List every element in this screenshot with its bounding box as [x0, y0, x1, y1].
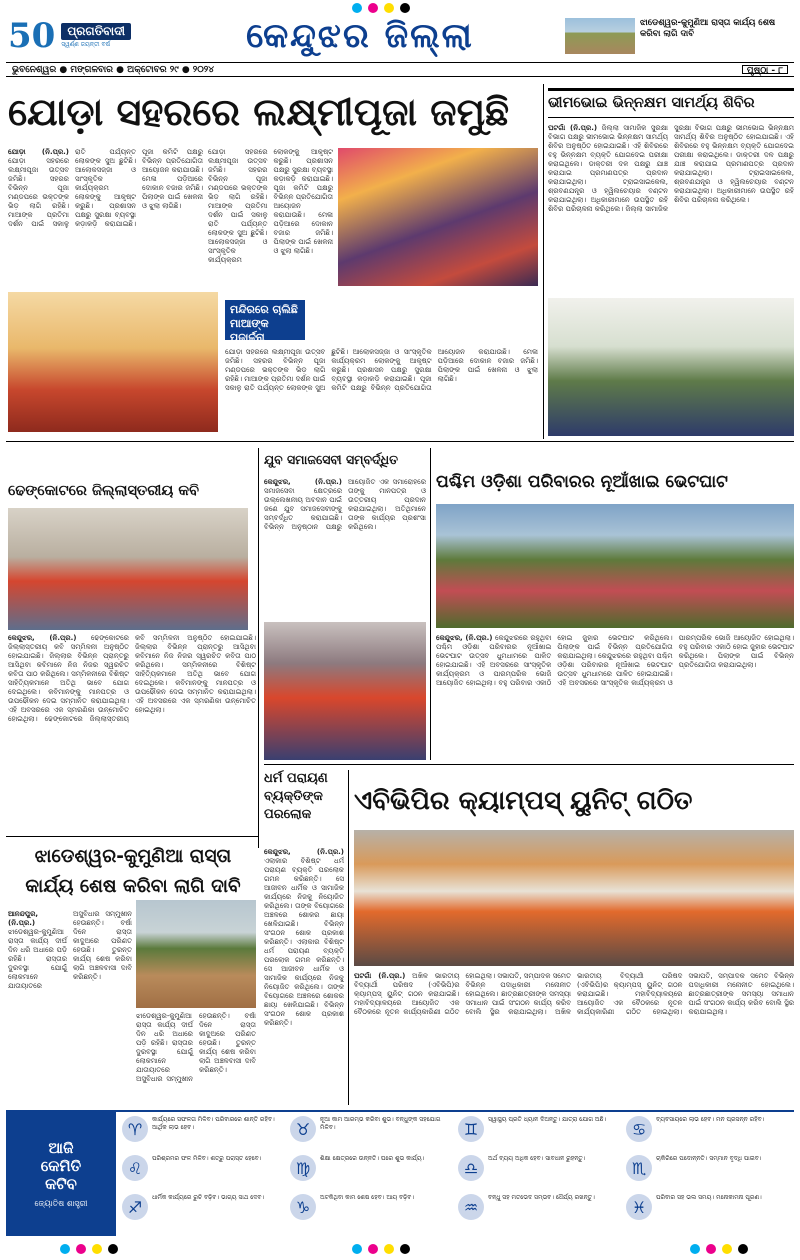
zodiac-aries [122, 1116, 284, 1152]
cancer-icon: ♋ [626, 1116, 652, 1142]
story3-text: ଢେଙ୍କୋଟରେ ଜିଲ୍ଲାସ୍ତରୀୟ କବି ସମ୍ମିଳନୀ ଅନୁଷ୍ଠିତ ହୋଇଯାଇଛି। ଜିଲ୍ଲାର ବିଭିନ୍ନ ପ୍ରାନ୍ତରୁ ଆସିଥିବା କବିମାନେ ନିଜ ନିଜର ସ୍ୱରଚିତ କବିତା ପାଠ କରିଥିଲେ। ସମ୍ମିଳନୀରେ ବିଶିଷ୍ଟ ସାହିତ୍ୟିକମାନେ ଅତିଥି ଭାବେ ଯୋଗ ଦେଇଥିଲେ। କବିମାନଙ୍କୁ ମାନପତ୍ର ଓ ଉପଢୌକନ ଦେଇ ସମ୍ମାନିତ କରାଯାଇଥିଲା। ଏହି ଅବସରରେ ଏକ ସ୍ମରଣିକା ଉନ୍ମୋଚିତ ହୋଇଥିଲା। [8, 634, 129, 723]
capricorn-text: ଅଟକିଥିବା କାମ ଶେଷ ହେବ। ଆୟ ବଢ଼ିବ। [320, 1194, 415, 1201]
story1-photo-idol [8, 292, 218, 432]
yellow-dot [384, 3, 394, 13]
story6-text-repeat: ଏଲାକାର ବିଶିଷ୍ଟ ଧର୍ମ ପରାୟଣ ବ୍ୟକ୍ତି ପରଲୋକ ଗମନ କରିଛନ୍ତି। ସେ ଆଜୀବନ ଧାର୍ମିକ ଓ ସାମାଜିକ କାର୍ଯ୍ୟରେ ନିଜକୁ ନିୟୋଜିତ କରିଥିଲେ। ତାଙ୍କ ବିୟୋଗରେ ଅଞ୍ଚଳରେ ଶୋକର ଛାୟା ଖେଳିଯାଇଛି। ବିଭିନ୍ନ ସଂଗଠନ ଶୋକ ପ୍ରକାଶ କରିଛନ୍ତି। [264, 938, 344, 1027]
story2-text: ଜିଲ୍ଲା ସାମାଜିକ ସୁରକ୍ଷା ବିଭାଗ ପକ୍ଷରୁ ଭୀମଭୋଇ ଭିନ୍ନକ୍ଷମ ସାମର୍ଥ୍ୟ ଶିବିର ଅନୁଷ୍ଠିତ ହୋଇଯାଇଛି। ଏହି ଶିବିରରେ ବହୁ ଭିନ୍ନକ୍ଷମ ବ୍ୟକ୍ତି ଯୋଗଦେଇ ପରୀକ୍ଷା କରାଇଥିଲେ। ଡାକ୍ତରୀ ଦଳ ପକ୍ଷରୁ ଯାଞ୍ଚ କରାଯାଇ ପ୍ରମାଣପତ୍ର ପ୍ରଦାନ କରାଯାଇଥିଲା। ଟ୍ରାଇସାଇକେଲ, ଶ୍ରବଣଯନ୍ତ୍ର ଓ ହ୍ୱିଲଚେୟାର ବଣ୍ଟନ କରାଯାଇଥିଲା। ଅଧିକାରୀମାନେ ଉପସ୍ଥିତ ରହି ଶିବିର ପରିଚାଳନା କରିଥିଲେ। [548, 124, 668, 213]
story5-body [436, 634, 794, 758]
sagittarius-icon: ♐ [122, 1194, 148, 1220]
story6-byline: କେନ୍ଦୁଝର, (ନି.ପ୍ର.) [264, 848, 344, 856]
zodiac-scorpio [626, 1155, 788, 1191]
horoscope-title-box [6, 1112, 116, 1236]
zodiac-capricorn [290, 1194, 452, 1230]
story2-headline: ଭୀମଭୋଇ ଭିନ୍ନକ୍ଷମ ସାମର୍ଥ୍ୟ ଶିବିର [548, 95, 755, 112]
zodiac-gemini [458, 1116, 620, 1152]
paper-name: ପ୍ରଗତିବାଦୀ [61, 23, 131, 40]
aries-icon: ♈ [122, 1116, 148, 1142]
masthead-logo [8, 18, 138, 54]
scorpio-icon: ♏ [626, 1155, 652, 1181]
zodiac-aquarius [458, 1194, 620, 1230]
story5-byline: କେନ୍ଦୁଝର, (ନି.ପ୍ର.) [436, 634, 493, 642]
horoscope-title-3: କଟିବ [45, 1175, 77, 1193]
cyan-dot [352, 1244, 362, 1254]
taurus-icon: ♉ [290, 1116, 316, 1142]
gemini-icon: ♊ [458, 1116, 484, 1142]
cyan-dot [60, 1244, 70, 1254]
zodiac-libra [458, 1155, 620, 1191]
story7-photo-students [354, 830, 794, 966]
cyan-dot [352, 3, 362, 13]
virgo-icon: ♍ [290, 1155, 316, 1181]
story8-body [8, 910, 132, 1105]
story1-body-lower [225, 348, 538, 432]
black-dot [400, 3, 410, 13]
story4-photo-felicitation [264, 622, 426, 760]
registration-marks-bottom-center [352, 1244, 410, 1254]
story8-body-cont [136, 1012, 256, 1105]
story1-overlay-box [225, 300, 305, 344]
yellow-dot [722, 1244, 732, 1254]
cyan-dot [690, 1244, 700, 1254]
zodiac-pisces [626, 1194, 788, 1230]
story3-body [8, 634, 256, 834]
story3-text-repeat: ଢେଙ୍କୋଟରେ ଜିଲ୍ଲାସ୍ତରୀୟ କବି ସମ୍ମିଳନୀ ଅନୁଷ୍ଠିତ ହୋଇଯାଇଛି। ଜିଲ୍ଲାର ବିଭିନ୍ନ ପ୍ରାନ୍ତରୁ ଆସିଥିବା କବିମାନେ ନିଜ ନିଜର ସ୍ୱରଚିତ କବିତା ପାଠ କରିଥିଲେ। ସମ୍ମିଳନୀରେ ବିଶିଷ୍ଟ ସାହିତ୍ୟିକମାନେ ଅତିଥି ଭାବେ ଯୋଗ ଦେଇଥିଲେ। କବିମାନଙ୍କୁ ମାନପତ୍ର ଓ ଉପଢୌକନ ଦେଇ ସମ୍ମାନିତ କରାଯାଇଥିଲା। ଏହି ଅବସରରେ ଏକ ସ୍ମରଣିକା ଉନ୍ମୋଚିତ ହୋଇଥିଲା। [44, 634, 256, 723]
aries-text: କାର୍ଯ୍ୟରେ ସଫଳତା ମିଳିବ। ପରିବାରରେ ଶାନ୍ତି ରହିବ। ଆର୍ଥିକ ଲାଭ ହେବ। [152, 1116, 275, 1131]
zodiac-cancer [626, 1116, 788, 1152]
story8-photo-road [136, 900, 256, 1008]
section-rule-2 [264, 764, 794, 765]
section-rule-1 [6, 441, 794, 442]
story2-header [548, 88, 794, 118]
story2-body [548, 124, 794, 294]
column-divider-1 [543, 84, 544, 439]
column-divider-2 [258, 448, 259, 848]
story1-text: ଯୋଡ଼ା ସହରରେ ଲକ୍ଷ୍ମୀପୂଜା ଉତ୍ସବ ଜମିଛି। ସହରର ବିଭିନ୍ନ ପୂଜା ମଣ୍ଡପରେ ଭକ୍ତଙ୍କ ଭିଡ଼ ଲାଗି ରହିଛି। ମାଆଙ୍କ ପ୍ରତିମା ଦର୍ଶନ ପାଇଁ ସକାଳୁ ରାତି ପର୍ଯ୍ୟନ୍ତ ଲୋକଙ୍କ ସୁଅ ଛୁଟିଛି। ଆଲୋକସଜ୍ଜା ଓ ସାଂସ୍କୃତିକ କାର୍ଯ୍ୟକ୍ରମ ଲୋକଙ୍କୁ ଆକୃଷ୍ଟ କରୁଛି। ପ୍ରଶାସନ ପକ୍ଷରୁ ସୁରକ୍ଷା ବ୍ୟବସ୍ଥା କଡ଼ାକଡ଼ି କରାଯାଇଛି। ପୂଜା କମିଟି ପକ୍ଷରୁ ବିଭିନ୍ନ ପ୍ରତିଯୋଗିତା ଆୟୋଜନ କରାଯାଉଛି। ମେଳା ପଡ଼ିଆରେ ଦୋକାନ ବଜାର ଜମିଛି। ପିଲାଙ୍କ ପାଇଁ ଖେଳନା ଓ ଝୁଲା ଲାଗିଛି। [8, 148, 203, 228]
column-divider-3 [430, 448, 431, 760]
story5-headline: ପଶ୍ଚିମ ଓଡ଼ିଶା ପରିବାରର ନୂଆଁଖାଇ ଭେଟଘାଟ [436, 472, 728, 492]
story8-text-cont: ଝାଡେଶ୍ୱର-କୁମୁଣିଆ ରାସ୍ତା କାର୍ଯ୍ୟ ଦୀର୍ଘ ଦିନ ଧରି ଅଧାରେ ପଡ଼ି ରହିଛି। ରାସ୍ତାର ଦୁରବସ୍ଥା ଯୋଗୁଁ ଲୋକମାନେ ଯାତାୟାତରେ ଅସୁବିଧାର ସମ୍ମୁଖୀନ ହେଉଛନ୍ତି। ବର୍ଷା ଦିନେ ରାସ୍ତା କାଦୁଅରେ ପରିଣତ ହେଉଛି। ତୁରନ୍ତ କାର୍ଯ୍ୟ ଶେଷ କରିବା ଲାଗି ଅଞ୍ଚଳବାସୀ ଦାବି କରିଛନ୍ତି। [136, 1012, 256, 1083]
zodiac-leo [122, 1155, 284, 1191]
magenta-dot [76, 1244, 86, 1254]
dateline: ଭୁବନେଶ୍ୱର ● ମଙ୍ଗଳବାର ● ଅକ୍ଟୋବର ୨୯ ● ୨୦୨୪ [12, 65, 215, 75]
page-number: ପୃଷ୍ଠା - ୮ [742, 65, 788, 74]
yellow-dot [384, 1244, 394, 1254]
leo-text: ପରିଶ୍ରମର ଫଳ ମିଳିବ। ଶତ୍ରୁ ପରାସ୍ତ ହେବେ। [152, 1155, 262, 1162]
story5-photo-group [436, 504, 794, 628]
story1-byline: ଯୋଡ଼ା (ନି.ପ୍ର.) [8, 148, 69, 156]
leo-icon: ♌ [122, 1155, 148, 1181]
anniversary-number: 50 [8, 16, 56, 56]
dateline-bar [6, 62, 794, 77]
virgo-text: ଶିକ୍ଷା କ୍ଷେତ୍ରରେ ଉନ୍ନତି। ଘରେ ଶୁଭ କାର୍ଯ୍ୟ। [320, 1155, 425, 1162]
zodiac-sagittarius [122, 1194, 284, 1230]
story3-photo-poets [8, 508, 248, 630]
story2-photo-ceremony [548, 298, 794, 436]
horoscope-title-2: କେମିତି [40, 1157, 82, 1175]
taurus-text: ନୂଆ କାମ ଆରମ୍ଭ କରିବା ଶୁଭ। ବନ୍ଧୁଙ୍କ ସହଯୋଗ ମିଳିବ। [320, 1116, 441, 1131]
pisces-icon: ♓ [626, 1194, 652, 1220]
story6-headline: ଧର୍ମ ପରାୟଣ ବ୍ୟକ୍ତିଙ୍କ ପରଲୋକ [264, 771, 328, 822]
black-dot [108, 1244, 118, 1254]
story7-text-repeat: ଅଖିଳ ଭାରତୀୟ ବିଦ୍ୟାର୍ଥୀ ପରିଷଦ (ଏବିଭିପି)ର କ୍ୟାମ୍ପସ୍ ୟୁନିଟ୍ ଗଠନ କରାଯାଇଛି। ମହାବିଦ୍ୟାଳୟରେ ଆୟୋଜିତ ଏକ ବୈଠକରେ ନୂତନ କାର୍ଯ୍ୟକାରିଣୀ ଗଠିତ ହୋଇଥିଲା। ସଭାପତି, ସମ୍ପାଦକ ସମେତ ବିଭିନ୍ନ ପଦାଧିକାରୀ ମନୋନୀତ ହୋଇଥିଲେ। ଛାତ୍ରଛାତ୍ରୀଙ୍କ ସମସ୍ୟା ସମାଧାନ ପାଇଁ ସଂଗଠନ କାର୍ଯ୍ୟ କରିବ ବୋଲି ସ୍ଥିର କରାଯାଇଥିଲା। [555, 972, 794, 1016]
story8-headline: ଝାଡେଶ୍ୱର-କୁମୁଣିଆ ରାସ୍ତା କାର୍ଯ୍ୟ ଶେଷ କରିବା ଲାଗି ଦାବି [25, 846, 241, 897]
story7-byline: ଘଟଗାଁ (ନି.ପ୍ର.) [354, 972, 406, 980]
story1-overlay: ମନ୍ଦିରରେ ଚାଲିଛି ମାଆଙ୍କ ପୂଜାର୍ଚ୍ଚନା [230, 303, 298, 344]
anniversary-subtitle: ସ୍ୱର୍ଣ୍ଣ ଜୟନ୍ତୀ ବର୍ଷ [61, 41, 110, 48]
pisces-text: ପରିବାର ସହ ଭଲ ସମୟ। ମନୋକାମନା ପୂରଣ। [656, 1194, 762, 1201]
sagittarius-text: ଧାର୍ମିକ କାର୍ଯ୍ୟରେ ରୁଚି ବଢ଼ିବ। ଭାଗ୍ୟ ସାଥ ଦେବ। [152, 1194, 265, 1201]
story8-byline: ଆନନ୍ଦପୁର, (ନି.ପ୍ର.) [8, 910, 39, 927]
magenta-dot [706, 1244, 716, 1254]
story1-photo-temple-crowd [338, 148, 538, 286]
aquarius-text: ବନ୍ଧୁ ସହ ମତଭେଦ ସମ୍ଭବ। ଧୈର୍ଯ୍ୟ ରଖନ୍ତୁ। [488, 1194, 595, 1201]
scorpio-text: ଚାକିରିରେ ପଦୋନ୍ନତି। ସମ୍ମାନ ବୃଦ୍ଧି ପାଇବ। [656, 1155, 762, 1162]
story4-body [264, 478, 426, 616]
story8-text: ଝାଡେଶ୍ୱର-କୁମୁଣିଆ ରାସ୍ତା କାର୍ଯ୍ୟ ଦୀର୍ଘ ଦିନ ଧରି ଅଧାରେ ପଡ଼ି ରହିଛି। ରାସ୍ତାର ଦୁରବସ୍ଥା ଯୋଗୁଁ ଲୋକମାନେ ଯାତାୟାତରେ ଅସୁବିଧାର ସମ୍ମୁଖୀନ ହେଉଛନ୍ତି। ବର୍ଷା ଦିନେ ରାସ୍ତା କାଦୁଅରେ ପରିଣତ ହେଉଛି। ତୁରନ୍ତ କାର୍ଯ୍ୟ ଶେଷ କରିବା ଲାଗି ଅଞ୍ଚଳବାସୀ ଦାବି କରିଛନ୍ତି। [8, 910, 132, 990]
story1-text-cont: ଯୋଡ଼ା ସହରରେ ଲକ୍ଷ୍ମୀପୂଜା ଉତ୍ସବ ଜମିଛି। ସହରର ବିଭିନ୍ନ ପୂଜା ମଣ୍ଡପରେ ଭକ୍ତଙ୍କ ଭିଡ଼ ଲାଗି ରହିଛି। ମାଆଙ୍କ ପ୍ରତିମା ଦର୍ଶନ ପାଇଁ ସକାଳୁ ରାତି ପର୍ଯ୍ୟନ୍ତ ଲୋକଙ୍କ ସୁଅ ଛୁଟିଛି। ଆଲୋକସଜ୍ଜା ଓ ସାଂସ୍କୃତିକ କାର୍ଯ୍ୟକ୍ରମ ଲୋକଙ୍କୁ ଆକୃଷ୍ଟ କରୁଛି। ପ୍ରଶାସନ ପକ୍ଷରୁ ସୁରକ୍ଷା ବ୍ୟବସ୍ଥା କଡ଼ାକଡ଼ି କରାଯାଇଛି। ପୂଜା କମିଟି ପକ୍ଷରୁ ବିଭିନ୍ନ ପ୍ରତିଯୋଗିତା ଆୟୋଜନ କରାଯାଉଛି। ମେଳା ପଡ଼ିଆରେ ଦୋକାନ ବଜାର ଜମିଛି। ପିଲାଙ୍କ ପାଇଁ ଖେଳନା ଓ ଝୁଲା ଲାଗିଛି। [208, 148, 333, 264]
story3-byline: କେନ୍ଦୁଝର, (ନି.ପ୍ର.) [8, 634, 77, 642]
story4-headline: ଯୁବ ସମାଜସେବୀ ସମ୍ବର୍ଦ୍ଧିତ [264, 452, 398, 467]
story1-text-lower: ଯୋଡ଼ା ସହରରେ ଲକ୍ଷ୍ମୀପୂଜା ଉତ୍ସବ ଜମିଛି। ସହରର ବିଭିନ୍ନ ପୂଜା ମଣ୍ଡପରେ ଭକ୍ତଙ୍କ ଭିଡ଼ ଲାଗି ରହିଛି। ମାଆଙ୍କ ପ୍ରତିମା ଦର୍ଶନ ପାଇଁ ସକାଳୁ ରାତି ପର୍ଯ୍ୟନ୍ତ ଲୋକଙ୍କ ସୁଅ ଛୁଟିଛି। ଆଲୋକସଜ୍ଜା ଓ ସାଂସ୍କୃତିକ କାର୍ଯ୍ୟକ୍ରମ ଲୋକଙ୍କୁ ଆକୃଷ୍ଟ କରୁଛି। ପ୍ରଶାସନ ପକ୍ଷରୁ ସୁରକ୍ଷା ବ୍ୟବସ୍ଥା କଡ଼ାକଡ଼ି କରାଯାଇଛି। ପୂଜା କମିଟି ପକ୍ଷରୁ ବିଭିନ୍ନ ପ୍ରତିଯୋଗିତା ଆୟୋଜନ କରାଯାଉଛି। ମେଳା ପଡ଼ିଆରେ ଦୋକାନ ବଜାର ଜମିଛି। ପିଲାଙ୍କ ପାଇଁ ଖେଳନା ଓ ଝୁଲା ଲାଗିଛି। [225, 348, 538, 392]
story2-byline: ଘଟଗାଁ (ନି.ପ୍ର.) [548, 124, 598, 132]
horoscope-grid [116, 1112, 794, 1234]
registration-marks-bottom-right [690, 1244, 748, 1254]
story1-body-cont [208, 148, 333, 286]
libra-icon: ♎ [458, 1155, 484, 1181]
story4-byline: କେନ୍ଦୁଝର, (ନି.ପ୍ର.) [264, 478, 342, 486]
zodiac-virgo [290, 1155, 452, 1191]
horoscope-section [6, 1110, 794, 1234]
story6-body [264, 848, 344, 1103]
black-dot [400, 1244, 410, 1254]
section-rule-3 [6, 836, 258, 837]
horoscope-title-1: ଆଜି [48, 1139, 74, 1157]
magenta-dot [368, 1244, 378, 1254]
story3-headline: ଢେଙ୍କୋଟରେ ଜିଲ୍ଲାସ୍ତରୀୟ କବି [8, 483, 200, 499]
black-dot [738, 1244, 748, 1254]
libra-text: ଅର୍ଥ ବ୍ୟୟ ଅଧିକ ହେବ। ସାବଧାନ ରୁହନ୍ତୁ। [488, 1155, 586, 1162]
gemini-text: ସ୍ୱାସ୍ଥ୍ୟ ପ୍ରତି ଧ୍ୟାନ ଦିଅନ୍ତୁ। ଯାତ୍ରା ଯୋଗ ଅଛି। [488, 1116, 607, 1123]
registration-marks-bottom-left [60, 1244, 118, 1254]
column-divider-4 [348, 770, 349, 1105]
capricorn-icon: ♑ [290, 1194, 316, 1220]
story7-body [354, 972, 794, 1105]
story1-headline: ଯୋଡ଼ା ସହରରେ ଲକ୍ଷ୍ମୀପୂଜା ଜମୁଛି [8, 90, 510, 134]
story7-text: ଅଖିଳ ଭାରତୀୟ ବିଦ୍ୟାର୍ଥୀ ପରିଷଦ (ଏବିଭିପି)ର କ୍ୟାମ୍ପସ୍ ୟୁନିଟ୍ ଗଠନ କରାଯାଇଛି। ମହାବିଦ୍ୟାଳୟରେ ଆୟୋଜିତ ଏକ ବୈଠକରେ ନୂତନ କାର୍ଯ୍ୟକାରିଣୀ ଗଠିତ ହୋଇଥିଲା। ସଭାପତି, ସମ୍ପାଦକ ସମେତ ବିଭିନ୍ନ ପଦାଧିକାରୀ ମନୋନୀତ ହୋଇଥିଲେ। ଛାତ୍ରଛାତ୍ରୀଙ୍କ ସମସ୍ୟା ସମାଧାନ ପାଇଁ ସଂଗଠନ କାର୍ଯ୍ୟ କରିବ ବୋଲି ସ୍ଥିର କରାଯାଇଥିଲା। [354, 972, 571, 1016]
teaser-text: ଝାଡେଶ୍ୱର-କୁମୁଣିଆ ରାସ୍ତା କାର୍ଯ୍ୟ ଶେଷ କରିବା ଲାଗି ଦାବି [640, 18, 776, 39]
story1-body [8, 148, 203, 286]
story7-headline: ଏବିଭିପିର କ୍ୟାମ୍ପସ୍ ୟୁନିଟ୍ ଗଠିତ [354, 786, 693, 816]
teaser-photo [565, 18, 635, 54]
registration-marks-top [352, 3, 410, 13]
aquarius-icon: ♒ [458, 1194, 484, 1220]
astrologer-name: ଜ୍ୟୋତିଷ ଶାସ୍ତ୍ରୀ [34, 1199, 88, 1208]
story6-text: ଏଲାକାର ବିଶିଷ୍ଟ ଧର୍ମ ପରାୟଣ ବ୍ୟକ୍ତି ପରଲୋକ ଗମନ କରିଛନ୍ତି। ସେ ଆଜୀବନ ଧାର୍ମିକ ଓ ସାମାଜିକ କାର୍ଯ୍ୟରେ ନିଜକୁ ନିୟୋଜିତ କରିଥିଲେ। ତାଙ୍କ ବିୟୋଗରେ ଅଞ୍ଚଳରେ ଶୋକର ଛାୟା ଖେଳିଯାଇଛି। ବିଭିନ୍ନ ସଂଗଠନ ଶୋକ ପ୍ରକାଶ କରିଛନ୍ତି। [264, 857, 344, 946]
magenta-dot [368, 3, 378, 13]
yellow-dot [92, 1244, 102, 1254]
cancer-text: ବ୍ୟବସାୟରେ ଲାଭ ହେବ। ମନ ପ୍ରସନ୍ନ ରହିବ। [656, 1116, 765, 1123]
section-title: କେନ୍ଦୁଝର ଜିଲ୍ଲା [246, 16, 474, 56]
story5-text-repeat: କେନ୍ଦୁଝରରେ ରହୁଥିବା ପଶ୍ଚିମ ଓଡ଼ିଶା ପରିବାରର ନୂଆଁଖାଇ ଭେଟଘାଟ ଉତ୍ସବ ଧୁମଧାମରେ ପାଳିତ ହୋଇଯାଇଛି। ଏହି ଅବସରରେ ସାଂସ୍କୃତିକ କାର୍ଯ୍ୟକ୍ରମ ଓ ପାରମ୍ପରିକ ଭୋଜି ଆୟୋଜିତ ହୋଇଥିଲା। ବହୁ ପରିବାର ଏକାଠି ହୋଇ ଜୁହାର ଭେଟଘାଟ କରିଥିଲେ। ପିଲାଙ୍କ ପାଇଁ ବିଭିନ୍ନ ପ୍ରତିଯୋଗିତା କରାଯାଇଥିଲା। [557, 634, 794, 687]
story4-text: ସମାଜସେବା କ୍ଷେତ୍ରରେ ଉଲ୍ଲେଖନୀୟ ଅବଦାନ ପାଇଁ ଜଣେ ଯୁବ ସମାଜସେବୀଙ୍କୁ ସମ୍ବର୍ଦ୍ଧିତ କରାଯାଇଛି। ବିଭିନ୍ନ ଅନୁଷ୍ଠାନ ପକ୍ଷରୁ ଆୟୋଜିତ ଏକ ସମାରୋହରେ ତାଙ୍କୁ ମାନପତ୍ର ଓ ଉତ୍ତରୀୟ ପ୍ରଦାନ କରାଯାଇଥିଲା। ଅତିଥିମାନେ ତାଙ୍କ କାର୍ଯ୍ୟର ପ୍ରଶଂସା କରିଥିଲେ। [264, 478, 426, 531]
story2-text-repeat: ଜିଲ୍ଲା ସାମାଜିକ ସୁରକ୍ଷା ବିଭାଗ ପକ୍ଷରୁ ଭୀମଭୋଇ ଭିନ୍ନକ୍ଷମ ସାମର୍ଥ୍ୟ ଶିବିର ଅନୁଷ୍ଠିତ ହୋଇଯାଇଛି। ଏହି ଶିବିରରେ ବହୁ ଭିନ୍ନକ୍ଷମ ବ୍ୟକ୍ତି ଯୋଗଦେଇ ପରୀକ୍ଷା କରାଇଥିଲେ। ଡାକ୍ତରୀ ଦଳ ପକ୍ଷରୁ ଯାଞ୍ଚ କରାଯାଇ ପ୍ରମାଣପତ୍ର ପ୍ରଦାନ କରାଯାଇଥିଲା। ଟ୍ରାଇସାଇକେଲ, ଶ୍ରବଣଯନ୍ତ୍ର ଓ ହ୍ୱିଲଚେୟାର ବଣ୍ଟନ କରାଯାଇଥିଲା। ଅଧିକାରୀମାନେ ଉପସ୍ଥିତ ରହି ଶିବିର ପରିଚାଳନା କରିଥିଲେ। [625, 124, 794, 213]
zodiac-taurus [290, 1116, 452, 1152]
story5-text: କେନ୍ଦୁଝରରେ ରହୁଥିବା ପଶ୍ଚିମ ଓଡ଼ିଶା ପରିବାରର ନୂଆଁଖାଇ ଭେଟଘାଟ ଉତ୍ସବ ଧୁମଧାମରେ ପାଳିତ ହୋଇଯାଇଛି। ଏହି ଅବସରରେ ସାଂସ୍କୃତିକ କାର୍ଯ୍ୟକ୍ରମ ଓ ପାରମ୍ପରିକ ଭୋଜି ଆୟୋଜିତ ହୋଇଥିଲା। ବହୁ ପରିବାର ଏକାଠି ହୋଇ ଜୁହାର ଭେଟଘାଟ କରିଥିଲେ। ପିଲାଙ୍କ ପାଇଁ ବିଭିନ୍ନ ପ୍ରତିଯୋଗିତା କରାଯାଇଥିଲା। [436, 634, 673, 687]
